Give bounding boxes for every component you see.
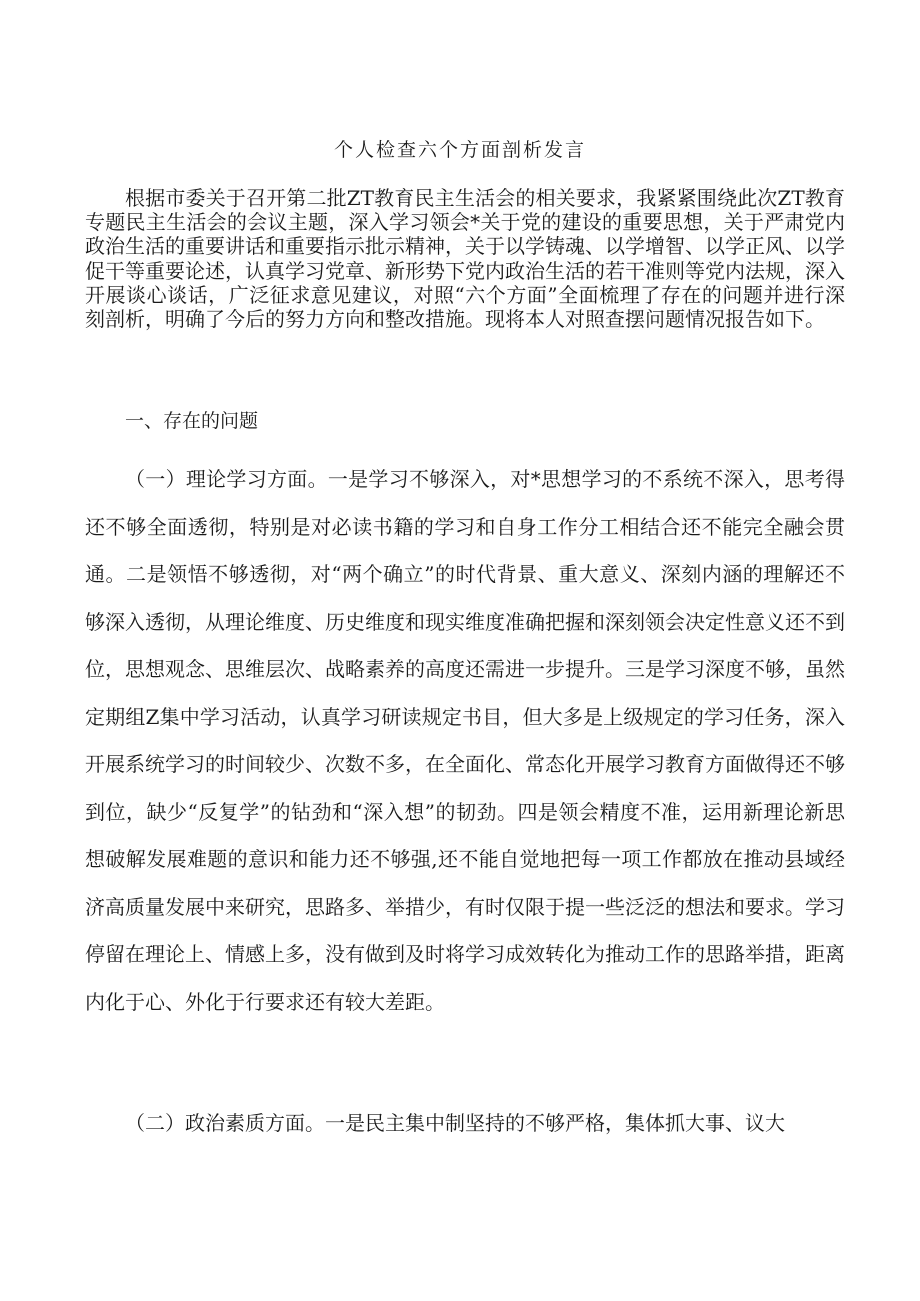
document-title: 个人检查六个方面剖析发言 bbox=[333, 139, 586, 161]
intro-paragraph: 根据市委关于召开第二批ZT教育民主生活会的相关要求，我紧紧围绕此次ZT教育专题民主生活会的会议主题，深入学习领会*关于党的建设的重要思想，关于严肃党内政治生活的重要讲话和重要指示批示精神，关于以学铸魂、以学增智、以学正风、以学促干等重要论述，认真学习党章、新形势下党内政治生活的若干准则等党内法规，深入开展谈心谈话，广泛征求意见建议，对照“六个方面”全面梳理了存在的问题并进行深刻剖析，明确了今后的努力方向和整改措施。现将本人对照查摆问题情况报告如下。 bbox=[85, 186, 845, 332]
section-heading: 一、存在的问题 bbox=[125, 410, 259, 432]
political-quality-paragraph: （二）政治素质方面。一是民主集中制坚持的不够严格，集体抓大事、议大 bbox=[125, 1111, 785, 1135]
theory-study-paragraph: （一）理论学习方面。一是学习不够深入，对*思想学习的不系统不深入，思考得还不够全面透彻，特别是对必读书籍的学习和自身工作分工相结合还不能完全融会贯通。二是领悟不够透彻，对“两个确立”的时代背景、重大意义、深刻内涵的理解还不够深入透彻，从理论维度、历史维度和现实维度准确把握和深刻领会决定性意义还不到位，思想观念、思维层次、战略素养的高度还需进一步提升。三是学习深度不够，虽然定期组Z集中学习活动，认真学习研读规定书目，但大多是上级规定的学习任务，深入开展系统学习的时间较少、次数不多，在全面化、常态化开展学习教育方面做得还不够到位，缺少“反复学”的钻劲和“深入想”的韧劲。四是领会精度不准，运用新理论新思想破解发展难题的意识和能力还不够强,还不能自觉地把每一项工作都放在推动县域经济高质量发展中来研究，思路多、举措少，有时仅限于提一些泛泛的想法和要求。学习停留在理论上、情感上多，没有做到及时将学习成效转化为推动工作的思路举措，距离内化于心、外化于行要求还有较大差距。 bbox=[85, 467, 845, 1014]
